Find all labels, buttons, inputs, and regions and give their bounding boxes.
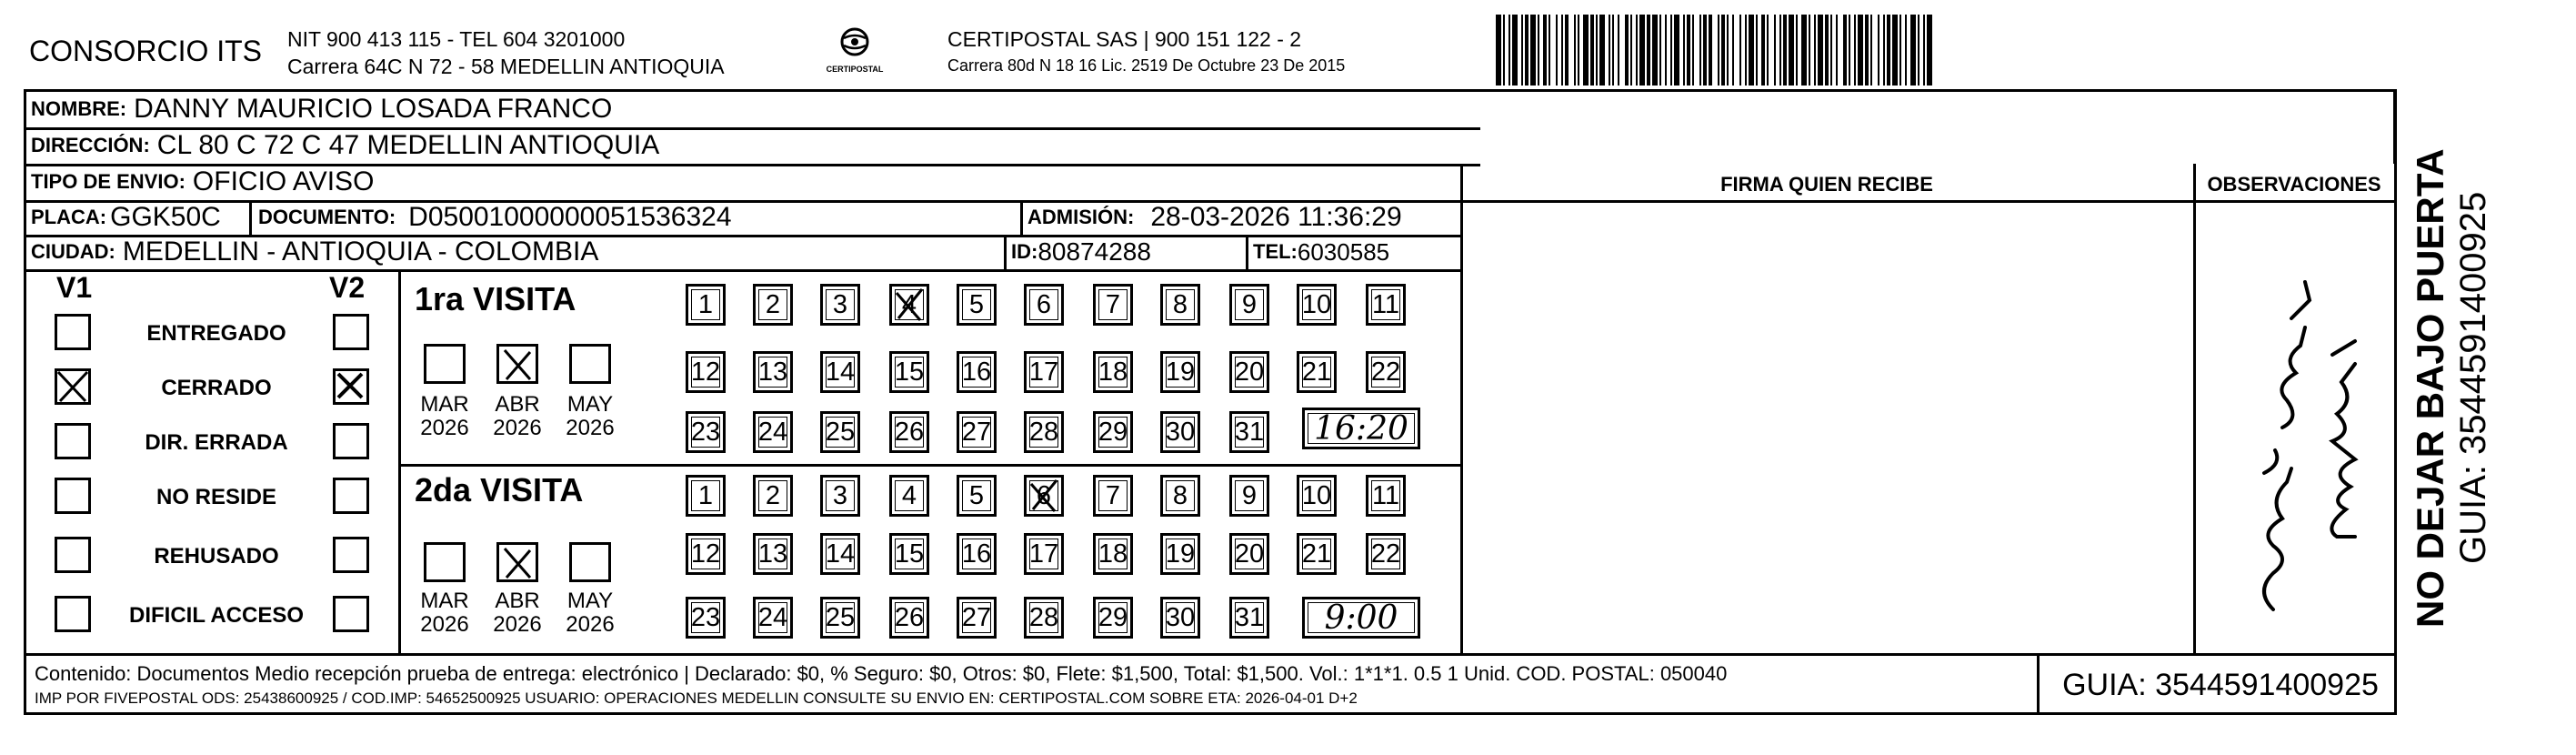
placa-cell bbox=[31, 200, 221, 235]
courier-info-line-2: Carrera 80d N 18 16 Lic. 2519 De Octubre 23 De 2015 bbox=[947, 56, 1346, 75]
visit-2-day-23[interactable]: 23 bbox=[686, 597, 726, 639]
check-mark-icon bbox=[499, 347, 536, 383]
visit-1-day-4[interactable]: 4 bbox=[889, 284, 929, 326]
status-label-dificil-acceso: DIFICIL ACCESO bbox=[128, 603, 304, 628]
id-cell bbox=[1011, 235, 1151, 269]
visit-1-day-24[interactable]: 24 bbox=[753, 411, 793, 453]
direccion-row bbox=[31, 127, 659, 164]
status-label-cerrado: CERRADO bbox=[161, 376, 272, 400]
visit-1-day-7[interactable]: 7 bbox=[1093, 284, 1133, 326]
visit-1-day-18[interactable]: 18 bbox=[1093, 351, 1133, 393]
tipo-envio-value: OFICIO AVISO bbox=[192, 166, 375, 196]
documento-cell bbox=[258, 200, 732, 235]
visit-2-day-7[interactable]: 7 bbox=[1093, 475, 1133, 517]
visit-2-day-24[interactable]: 24 bbox=[753, 597, 793, 639]
visit-2-day-6[interactable]: 6 bbox=[1024, 475, 1064, 517]
visit-1-month-checkbox-may[interactable] bbox=[569, 344, 611, 384]
visit-1-day-8[interactable]: 8 bbox=[1160, 284, 1200, 326]
visit-1-day-20[interactable]: 20 bbox=[1229, 351, 1269, 393]
visit-2-time bbox=[1302, 597, 1420, 639]
id-value: 80874288 bbox=[1037, 237, 1151, 266]
v1-checkbox-cerrado[interactable] bbox=[55, 368, 91, 405]
visit-2-day-18[interactable]: 18 bbox=[1093, 533, 1133, 575]
visit-1-day-12[interactable]: 12 bbox=[686, 351, 726, 393]
visit-2-day-12[interactable]: 12 bbox=[686, 533, 726, 575]
v2-header: V2 bbox=[329, 271, 366, 304]
tipo-envio-label: TIPO DE ENVIO: bbox=[31, 170, 185, 193]
visit-2-month-label-mar: MAR 2026 bbox=[420, 589, 469, 637]
visit-2-day-25[interactable]: 25 bbox=[820, 597, 860, 639]
status-label-dir-errada: DIR. ERRADA bbox=[145, 430, 288, 455]
visit-2-day-17[interactable]: 17 bbox=[1024, 533, 1064, 575]
visit-2-day-9[interactable]: 9 bbox=[1229, 475, 1269, 517]
v2-checkbox-dificil-acceso[interactable] bbox=[333, 596, 369, 632]
nombre-row bbox=[31, 91, 612, 127]
visit-2-month-checkbox-abr[interactable] bbox=[496, 542, 538, 582]
v2-checkbox-rehusado[interactable] bbox=[333, 537, 369, 573]
visit-1-day-26[interactable]: 26 bbox=[889, 411, 929, 453]
tel-value: 6030585 bbox=[1297, 237, 1390, 266]
firma-header: FIRMA QUIEN RECIBE bbox=[1720, 173, 1933, 196]
visit-1-month-checkbox-abr[interactable] bbox=[496, 344, 538, 384]
visit-1-day-31[interactable]: 31 bbox=[1229, 411, 1269, 453]
imp-text: IMP POR FIVEPOSTAL ODS: 25438600925 / COD.IMP: 54652500925 USUARIO: OPERACIONES MEDELLIN CONSULTE SU ENVIO EN: CERTIPOSTAL.COM SOBRE ETA: 2026-04-01 D+2 bbox=[35, 690, 1358, 707]
visit-1-day-19[interactable]: 19 bbox=[1160, 351, 1200, 393]
sender-name: CONSORCIO ITS bbox=[29, 35, 263, 67]
visit-2-day-14[interactable]: 14 bbox=[820, 533, 860, 575]
visit-2-day-16[interactable]: 16 bbox=[957, 533, 997, 575]
visit-2-day-2[interactable]: 2 bbox=[753, 475, 793, 517]
visit-1-day-3[interactable]: 3 bbox=[820, 284, 860, 326]
visit-2-day-4[interactable]: 4 bbox=[889, 475, 929, 517]
v1-header: V1 bbox=[56, 271, 93, 304]
tipo-envio-row bbox=[31, 164, 374, 200]
certipostal-logo bbox=[809, 25, 900, 80]
ciudad-label: CIUDAD: bbox=[31, 240, 115, 263]
visit-2-day-15[interactable]: 15 bbox=[889, 533, 929, 575]
visit-2-day-31[interactable]: 31 bbox=[1229, 597, 1269, 639]
visit-2-day-8[interactable]: 8 bbox=[1160, 475, 1200, 517]
ciudad-value: MEDELLIN - ANTIOQUIA - COLOMBIA bbox=[122, 237, 599, 267]
sender-info-line-2: Carrera 64C N 72 - 58 MEDELLIN ANTIOQUIA bbox=[287, 55, 725, 78]
status-label-rehusado: REHUSADO bbox=[154, 544, 279, 569]
visit-1-day-29[interactable]: 29 bbox=[1093, 411, 1133, 453]
visit-2-day-3[interactable]: 3 bbox=[820, 475, 860, 517]
admision-cell bbox=[1027, 200, 1402, 235]
courier-info-line-1: CERTIPOSTAL SAS | 900 151 122 - 2 bbox=[947, 27, 1302, 51]
visit-2-day-29[interactable]: 29 bbox=[1093, 597, 1133, 639]
barcode bbox=[1496, 15, 2178, 86]
visit-1-day-5[interactable]: 5 bbox=[957, 284, 997, 326]
visit-2-day-20[interactable]: 20 bbox=[1229, 533, 1269, 575]
v1-checkbox-dir-errada[interactable] bbox=[55, 423, 91, 459]
visit-1-day-13[interactable]: 13 bbox=[753, 351, 793, 393]
visit-2-month-label-may: MAY 2026 bbox=[566, 589, 615, 637]
visit-1-day-9[interactable]: 9 bbox=[1229, 284, 1269, 326]
visit-2-day-26[interactable]: 26 bbox=[889, 597, 929, 639]
visit-1-day-23[interactable]: 23 bbox=[686, 411, 726, 453]
visit-1-day-25[interactable]: 25 bbox=[820, 411, 860, 453]
v1-checkbox-dificil-acceso[interactable] bbox=[55, 596, 91, 632]
visit-2-day-11[interactable]: 11 bbox=[1366, 475, 1406, 517]
check-mark-icon bbox=[333, 368, 369, 405]
visit-2-day-22[interactable]: 22 bbox=[1366, 533, 1406, 575]
nombre-value: DANNY MAURICIO LOSADA FRANCO bbox=[134, 94, 613, 124]
id-label: ID: bbox=[1011, 240, 1038, 263]
direccion-label: DIRECCIÓN: bbox=[31, 134, 150, 156]
ciudad-cell bbox=[31, 235, 598, 269]
visit-2-day-13[interactable]: 13 bbox=[753, 533, 793, 575]
visit-1-day-1[interactable]: 1 bbox=[686, 284, 726, 326]
v2-checkbox-cerrado[interactable] bbox=[333, 368, 369, 405]
visit-1-month-label-abr: ABR 2026 bbox=[493, 392, 542, 440]
visit-1-month-checkbox-mar[interactable] bbox=[424, 344, 466, 384]
visit-1-month-label-mar: MAR 2026 bbox=[420, 392, 469, 440]
visit-2-day-21[interactable]: 21 bbox=[1297, 533, 1337, 575]
visit-2-title: 2da VISITA bbox=[415, 471, 584, 508]
admision-label: ADMISIÓN: bbox=[1027, 206, 1135, 228]
visit-2-month-label-abr: ABR 2026 bbox=[493, 589, 542, 637]
check-mark-icon bbox=[499, 545, 536, 581]
visit-1-day-30[interactable]: 30 bbox=[1160, 411, 1200, 453]
visit-1-day-22[interactable]: 22 bbox=[1366, 351, 1406, 393]
visit-1-day-10[interactable]: 10 bbox=[1297, 284, 1337, 326]
documento-label: DOCUMENTO: bbox=[258, 206, 396, 228]
visit-2-month-checkbox-may[interactable] bbox=[569, 542, 611, 582]
v2-checkbox-no-reside[interactable] bbox=[333, 478, 369, 514]
tel-label: TEL: bbox=[1253, 240, 1298, 263]
visit-2-day-27[interactable]: 27 bbox=[957, 597, 997, 639]
footer-guia: GUIA: 3544591400925 bbox=[2062, 668, 2379, 702]
nombre-label: NOMBRE: bbox=[31, 97, 127, 120]
visit-2-day-1[interactable]: 1 bbox=[686, 475, 726, 517]
v1-checkbox-no-reside[interactable] bbox=[55, 478, 91, 514]
logo-text: CERTIPOSTAL bbox=[826, 65, 884, 74]
visit-1-day-6[interactable]: 6 bbox=[1024, 284, 1064, 326]
visit-2-day-10[interactable]: 10 bbox=[1297, 475, 1337, 517]
status-label-no-reside: NO RESIDE bbox=[155, 485, 277, 509]
status-label-entregado: ENTREGADO bbox=[146, 321, 286, 346]
visit-2-day-19[interactable]: 19 bbox=[1160, 533, 1200, 575]
placa-value: GGK50C bbox=[110, 202, 221, 232]
visit-1-day-2[interactable]: 2 bbox=[753, 284, 793, 326]
visit-1-month-label-may: MAY 2026 bbox=[566, 392, 615, 440]
admision-value: 28-03-2026 11:36:29 bbox=[1150, 202, 1402, 232]
side-warning: NO DEJAR BAJO PUERTA bbox=[2409, 148, 2451, 628]
v1-checkbox-entregado[interactable] bbox=[55, 314, 91, 350]
visit-2-time-value: 9:00 bbox=[1308, 602, 1415, 633]
placa-label: PLACA: bbox=[31, 206, 107, 228]
visit-2-day-28[interactable]: 28 bbox=[1024, 597, 1064, 639]
documento-value: D05001000000051536324 bbox=[408, 202, 732, 232]
direccion-value: CL 80 C 72 C 47 MEDELLIN ANTIOQUIA bbox=[156, 130, 660, 160]
side-guia: GUIA: 3544591400925 bbox=[2453, 191, 2493, 564]
visit-2-day-30[interactable]: 30 bbox=[1160, 597, 1200, 639]
observaciones-header: OBSERVACIONES bbox=[2207, 173, 2381, 196]
v1-checkbox-rehusado[interactable] bbox=[55, 537, 91, 573]
visit-1-day-11[interactable]: 11 bbox=[1366, 284, 1406, 326]
visit-1-day-28[interactable]: 28 bbox=[1024, 411, 1064, 453]
visit-1-title: 1ra VISITA bbox=[415, 280, 576, 317]
sender-info-line-1: NIT 900 413 115 - TEL 604 3201000 bbox=[287, 27, 626, 51]
visit-2-day-5[interactable]: 5 bbox=[957, 475, 997, 517]
visit-1-day-21[interactable]: 21 bbox=[1297, 351, 1337, 393]
visit-1-day-14[interactable]: 14 bbox=[820, 351, 860, 393]
visit-1-day-15[interactable]: 15 bbox=[889, 351, 929, 393]
visit-1-day-27[interactable]: 27 bbox=[957, 411, 997, 453]
visit-1-day-17[interactable]: 17 bbox=[1024, 351, 1064, 393]
visit-1-time bbox=[1302, 408, 1420, 449]
contenido-text: Contenido: Documentos Medio recepción prueba de entrega: electrónico | Declarado: $0, % Seguro: $0, Otros: $0, Flete: $1,500, Total: $1,500. Vol.: 1*1*1. 0.5 1 Unid. COD. POSTAL: 050040 bbox=[35, 662, 1728, 685]
v2-checkbox-entregado[interactable] bbox=[333, 314, 369, 350]
check-mark-icon bbox=[55, 368, 91, 405]
globe-icon bbox=[835, 25, 875, 62]
visit-1-day-16[interactable]: 16 bbox=[957, 351, 997, 393]
tel-cell bbox=[1253, 235, 1389, 269]
v2-checkbox-dir-errada[interactable] bbox=[333, 423, 369, 459]
visit-1-time-value: 16:20 bbox=[1308, 413, 1415, 444]
visit-2-month-checkbox-mar[interactable] bbox=[424, 542, 466, 582]
